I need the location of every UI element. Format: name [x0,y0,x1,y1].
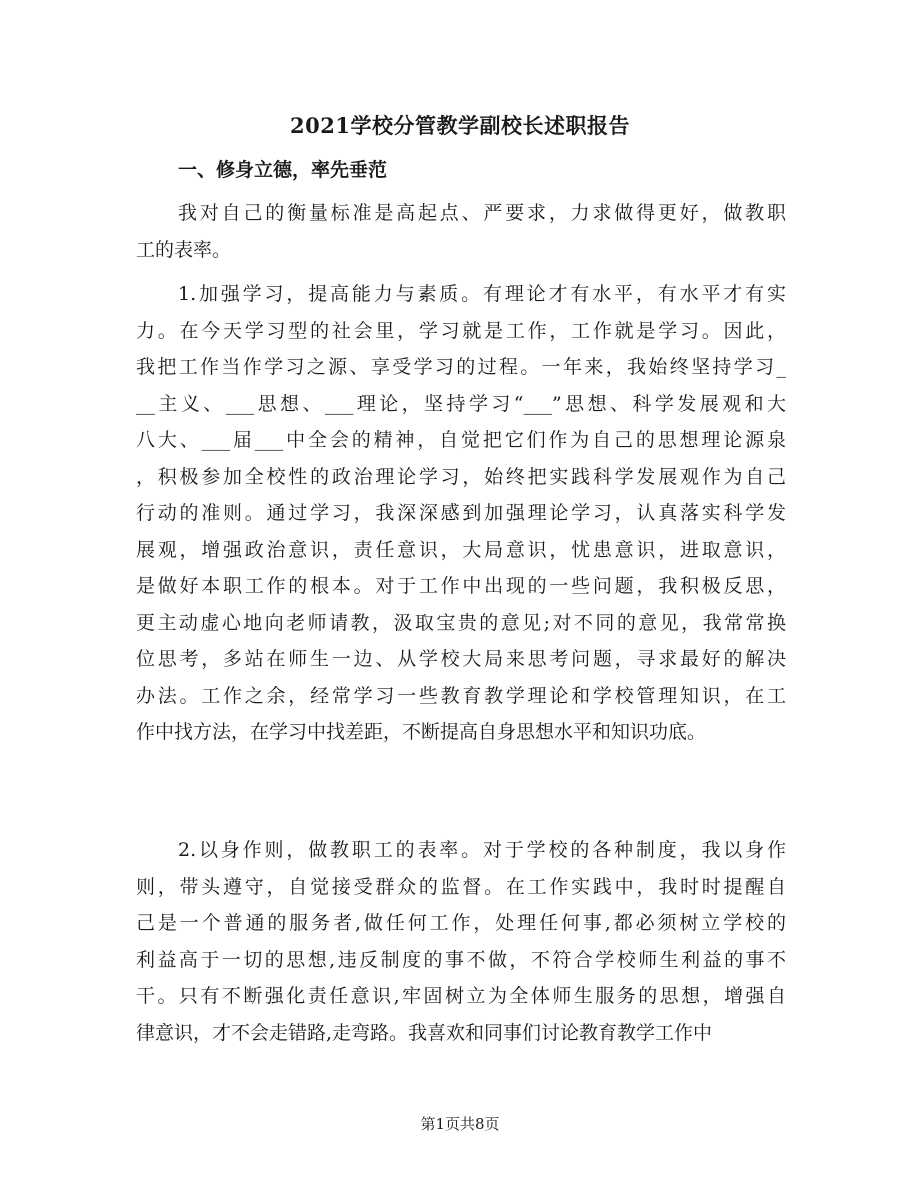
paragraph-1 [136,195,786,268]
text-line: 我对自己的衡量标准是高起点、严要求，力求做得更好，做教职 [178,202,786,224]
text-line: 作中找方法，在学习中找差距，不断提高自身思想水平和知识功底。 [136,721,707,743]
text-line: ，积极参加全校性的政治理论学习，始终把实践科学发展观作为自己 [136,465,786,488]
text-line: 利益高于一切的思想,违反制度的事不做，不符合学校师生利益的事不 [136,948,786,971]
text-line: 办法。工作之余，经常学习一些教育教学理论和学校管理知识，在工 [136,684,786,707]
text-line: 位思考，多站在师生一边、从学校大局来思考问题，寻求最好的解决 [136,648,786,670]
text-line: 则，带头遵守，自觉接受群众的监督。在工作实践中，我时时提醒自 [136,875,786,898]
text-line: 是做好本职工作的根本。对于工作中出现的一些问题，我积极反思， [136,575,786,597]
text-line: 力。在今天学习型的社会里，学习就是工作，工作就是学习。因此， [136,319,786,342]
page-footer: 第1页共8页 [420,1115,500,1133]
text-line: 1.加强学习，提高能力与素质。有理论才有水平，有水平才有实 [178,283,786,305]
text-line: 干。只有不断强化责任意识,牢固树立为全体师生服务的思想，增强自 [136,985,786,1007]
text-line: 更主动虚心地向老师请教，汲取宝贵的意见;对不同的意见，我常常换 [136,611,786,634]
text-line: 律意识，才不会走错路,走弯路。我喜欢和同事们讨论教育教学工作中 [136,1021,713,1044]
text-line: __主义、___思想、___理论，坚持学习“___”思想、科学发展观和大 [136,392,786,415]
text-line: 己是一个普通的服务者,做任何工作，处理任何事,都必须树立学校的 [136,912,786,934]
text-line: 我把工作当作学习之源、享受学习的过程。一年来，我始终坚持学习_ [136,356,786,378]
text-line: 行动的准则。通过学习，我深深感到加强理论学习，认真落实科学发 [136,502,786,524]
text-line: 工的表率。 [136,238,232,261]
text-line: 展观，增强政治意识，责任意识，大局意识，忧患意识，进取意识， [136,538,786,561]
text-line: 2.以身作则，做教职工的表率。对于学校的各种制度，我以身作 [178,839,786,861]
paragraph-3 [136,832,786,1051]
section-heading: 一、修身立德，率先垂范 [178,159,388,181]
paragraph-2 [136,276,786,751]
text-line: 八大、___届___中全会的精神，自觉把它们作为自己的思想理论源泉 [136,429,786,451]
document-title: 2021学校分管教学副校长述职报告 [290,113,630,138]
